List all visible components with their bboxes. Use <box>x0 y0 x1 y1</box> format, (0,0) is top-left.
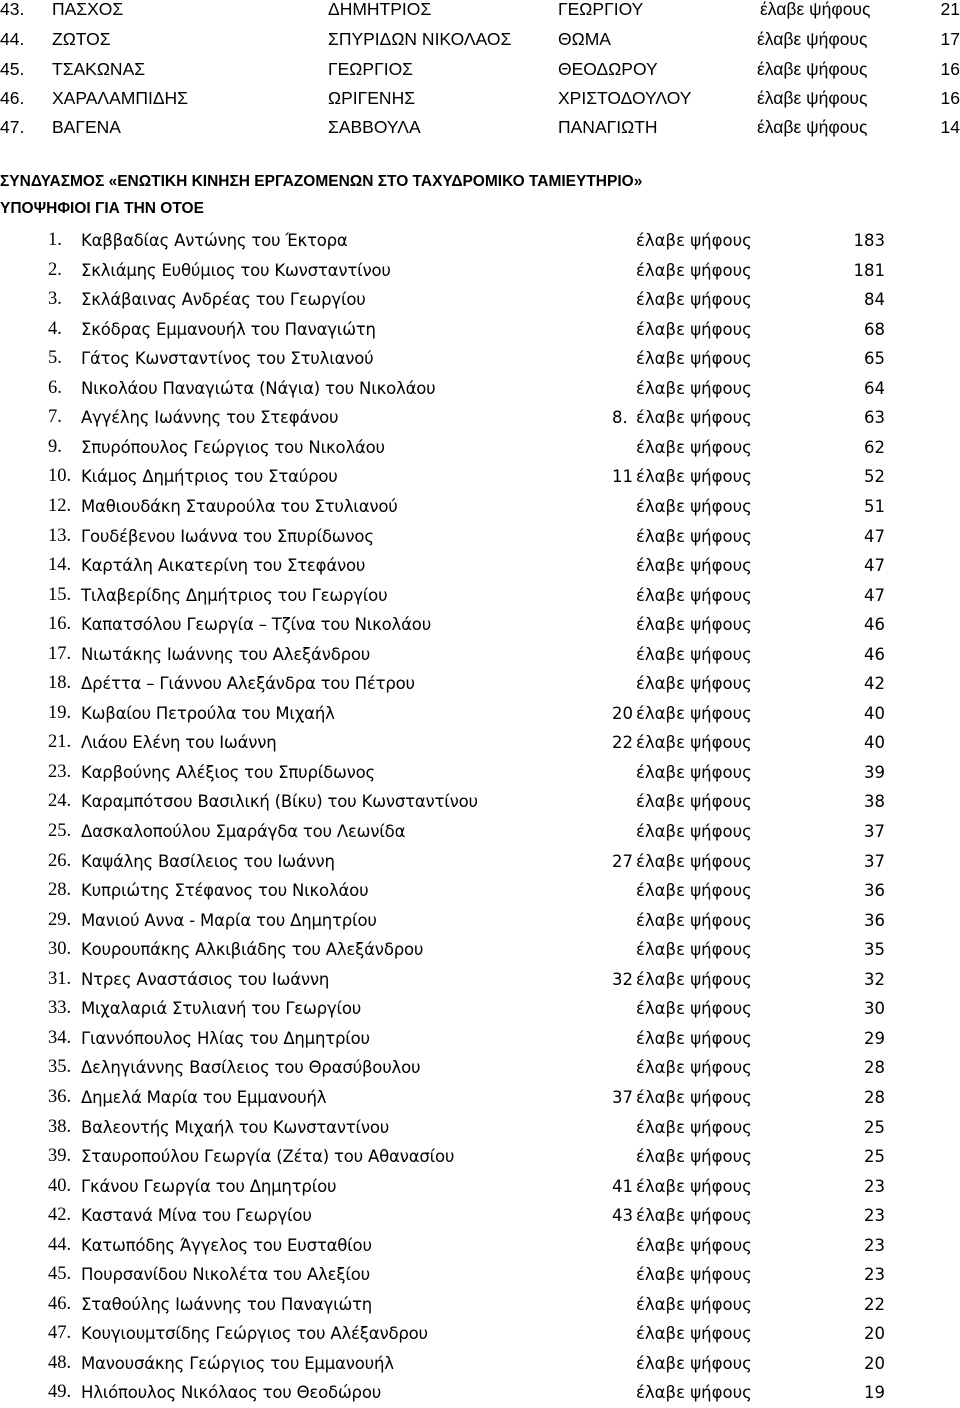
votes-label: έλαβε ψήφους <box>636 231 752 250</box>
candidate-row <box>0 315 960 344</box>
candidate-row <box>0 374 960 403</box>
votes-label: έλαβε ψήφους <box>760 0 871 19</box>
inline-number: 20 <box>612 703 633 723</box>
votes-count: 62 <box>864 437 885 457</box>
candidate-name: Μανουσάκης Γεώργιος του Εμμανουήλ <box>81 1353 394 1373</box>
votes-count: 65 <box>864 349 885 369</box>
first-name: ΩΡΙΓΕΝΗΣ <box>328 88 416 108</box>
inline-number: 11 <box>612 467 633 487</box>
candidate-name: Δασκαλοπούλου Σμαράγδα του Λεωνίδα <box>81 822 406 841</box>
votes-label: έλαβε ψήφους <box>636 1294 752 1314</box>
father-name: ΧΡΙΣΤΟΔΟΥΛΟΥ <box>558 88 692 108</box>
candidate-row <box>0 699 960 728</box>
row-number: 26. <box>48 850 72 871</box>
surname: ΧΑΡΑΛΑΜΠΙΔΗΣ <box>52 88 188 108</box>
candidate-row <box>0 1053 960 1082</box>
candidate-row <box>0 965 960 994</box>
votes-count: 52 <box>864 467 885 487</box>
candidate-name: Γάτος Κωνσταντίνος του Στυλιανού <box>81 349 374 369</box>
candidate-row <box>0 1113 960 1142</box>
previous-list-row <box>0 85 960 111</box>
candidate-name: Καββαδίας Αντώνης του Έκτορα <box>81 231 348 250</box>
votes-label: έλαβε ψήφους <box>636 378 752 398</box>
votes-label: έλαβε ψήφους <box>636 1087 752 1107</box>
votes-count: 20 <box>864 1324 885 1344</box>
votes-count: 38 <box>864 792 885 812</box>
votes-count: 30 <box>864 999 885 1019</box>
candidate-name: Καρβούνης Αλέξιος του Σπυρίδωνος <box>81 762 376 782</box>
row-number: 19. <box>48 702 72 723</box>
votes-count: 46 <box>864 644 885 664</box>
row-number: 48. <box>48 1352 72 1373</box>
votes-label: έλαβε ψήφους <box>636 1147 752 1167</box>
votes-count: 47 <box>864 526 885 546</box>
votes-label: έλαβε ψήφους <box>636 467 752 487</box>
votes-count: 36 <box>864 910 885 930</box>
row-number: 13. <box>48 525 72 546</box>
row-number: 30. <box>48 939 72 960</box>
votes-count: 23 <box>864 1206 885 1226</box>
row-number: 46. <box>48 1293 72 1314</box>
candidate-name: Καρτάλη Αικατερίνη του Στεφάνου <box>81 556 366 576</box>
row-number: 44. <box>0 29 25 49</box>
candidate-name: Πουρσανίδου Νικολέτα του Αλεξίου <box>81 1265 370 1285</box>
votes-count: 23 <box>864 1176 885 1196</box>
candidate-name: Γουδέβενου Ιωάννα του Σπυρίδωνος <box>81 526 374 546</box>
row-number: 17. <box>48 643 72 664</box>
inline-number: 43 <box>612 1206 633 1226</box>
row-number: 4. <box>48 318 62 339</box>
candidate-name: Κιάμος Δημήτριος του Σταύρου <box>81 467 338 487</box>
candidate-name: Μιχαλαριά Στυλιανή του Γεωργίου <box>81 999 362 1019</box>
row-number: 40. <box>48 1175 72 1196</box>
votes-label: έλαβε ψήφους <box>636 290 752 310</box>
candidate-row <box>0 226 960 255</box>
surname: ΠΑΣΧΟΣ <box>52 0 124 19</box>
row-number: 21. <box>48 732 72 753</box>
row-number: 49. <box>48 1382 72 1403</box>
row-number: 16. <box>48 614 72 635</box>
candidate-name: Κατωπόδης Άγγελος του Ευσταθίου <box>81 1235 372 1255</box>
first-name: ΔΗΜΗΤΡΙΟΣ <box>328 0 432 19</box>
row-number: 33. <box>48 998 72 1019</box>
father-name: ΘΩΜΑ <box>558 29 611 49</box>
votes-count: 51 <box>864 496 885 516</box>
father-name: ΠΑΝΑΓΙΩΤΗ <box>558 117 658 137</box>
surname: ΒΑΓΕΝΑ <box>52 117 121 137</box>
candidate-name: Κουγιουμτσίδης Γεώργιος του Αλέξανδρου <box>81 1324 428 1344</box>
votes-count: 35 <box>864 940 885 960</box>
votes-count: 36 <box>864 881 885 901</box>
candidate-row <box>0 1319 960 1348</box>
candidate-name: Καστανά Μίνα του Γεωργίου <box>81 1206 312 1226</box>
candidate-row <box>0 492 960 521</box>
votes-label: έλαβε ψήφους <box>636 1324 752 1344</box>
row-number: 12. <box>48 495 72 516</box>
row-number: 34. <box>48 1027 72 1048</box>
votes-label: έλαβε ψήφους <box>636 1353 752 1373</box>
votes-label: έλαβε ψήφους <box>636 1265 752 1285</box>
votes-label: έλαβε ψήφους <box>636 762 752 782</box>
row-number: 14. <box>48 555 72 576</box>
candidate-row <box>0 462 960 491</box>
votes-count: 37 <box>864 851 885 871</box>
first-name: ΣΑΒΒΟΥΛΑ <box>328 117 421 137</box>
row-number: 18. <box>48 673 72 694</box>
row-number: 24. <box>48 791 72 812</box>
row-number: 47. <box>48 1323 72 1344</box>
candidate-name: Νικολάου Παναγιώτα (Νάγια) του Νικολάου <box>81 378 436 398</box>
row-number: 7. <box>48 407 62 428</box>
inline-number: 32 <box>612 969 633 989</box>
votes-label: έλαβε ψήφους <box>636 585 752 605</box>
row-number: 10. <box>48 466 72 487</box>
row-number: 47. <box>0 117 25 137</box>
candidate-name: Βαλεοντής Μιχαήλ του Κωνσταντίνου <box>81 1117 390 1137</box>
father-name: ΘΕΟΔΩΡΟΥ <box>558 59 658 79</box>
votes-count: 21 <box>940 0 960 19</box>
candidate-row <box>0 285 960 314</box>
section-title: ΣΥΝΔΥΑΣΜΟΣ «ΕΝΩΤΙΚΗ ΚΙΝΗΣΗ ΕΡΓΑΖΟΜΕΝΩΝ ΣΤΟ ΤΑΧΥΔΡΟΜΙΚΟ ΤΑΜΙΕΥΤΗΡΙΟ» <box>0 173 643 190</box>
row-number: 6. <box>48 377 62 398</box>
candidate-name: Αγγέλης Ιωάννης του Στεφάνου <box>81 408 339 428</box>
candidate-row <box>0 1349 960 1378</box>
candidate-name: Καραμπότσου Βασιλική (Βίκυ) του Κωνσταντίνου <box>81 792 478 812</box>
candidate-row <box>0 581 960 610</box>
row-number: 31. <box>48 968 72 989</box>
row-number: 28. <box>48 880 72 901</box>
candidate-row <box>0 522 960 551</box>
candidate-row <box>0 403 960 432</box>
votes-count: 84 <box>864 290 885 310</box>
votes-label: έλαβε ψήφους <box>636 851 752 871</box>
votes-label: έλαβε ψήφους <box>636 1235 752 1255</box>
votes-label: έλαβε ψήφους <box>636 349 752 369</box>
votes-count: 17 <box>940 29 960 49</box>
candidate-row <box>0 1290 960 1319</box>
votes-count: 68 <box>864 319 885 339</box>
row-number: 45. <box>0 59 25 79</box>
row-number: 5. <box>48 348 62 369</box>
row-number: 39. <box>48 1146 72 1167</box>
votes-label: έλαβε ψήφους <box>636 1028 752 1048</box>
votes-label: έλαβε ψήφους <box>636 1176 752 1196</box>
candidate-row <box>0 935 960 964</box>
votes-count: 32 <box>864 969 885 989</box>
votes-label: έλαβε ψήφους <box>636 822 752 841</box>
first-name: ΣΠΥΡΙΔΩΝ ΝΙΚΟΛΑΟΣ <box>328 29 512 49</box>
candidate-name: Γιαννόπουλος Ηλίας του Δημητρίου <box>81 1028 370 1048</box>
votes-count: 20 <box>864 1353 885 1373</box>
row-number: 42. <box>48 1205 72 1226</box>
votes-count: 64 <box>864 378 885 398</box>
candidate-row <box>0 1083 960 1112</box>
candidate-name: Σκλιάμης Ευθύμιος του Κωνσταντίνου <box>81 260 391 280</box>
votes-count: 40 <box>864 733 885 753</box>
votes-count: 16 <box>940 88 960 108</box>
candidate-row <box>0 344 960 373</box>
votes-count: 181 <box>853 260 885 280</box>
row-number: 2. <box>48 259 62 280</box>
surname: ΤΣΑΚΩΝΑΣ <box>52 59 146 79</box>
votes-label: έλαβε ψήφους <box>757 117 868 137</box>
votes-label: έλαβε ψήφους <box>636 703 752 723</box>
row-number: 43. <box>0 0 25 19</box>
votes-count: 46 <box>864 615 885 635</box>
candidate-row <box>0 994 960 1023</box>
votes-label: έλαβε ψήφους <box>636 733 752 753</box>
votes-label: έλαβε ψήφους <box>636 792 752 812</box>
candidate-row <box>0 433 960 462</box>
candidate-name: Λιάου Ελένη του Ιωάννη <box>81 733 277 753</box>
inline-number: 8. <box>612 408 628 428</box>
votes-count: 28 <box>864 1087 885 1107</box>
votes-label: έλαβε ψήφους <box>636 1058 752 1078</box>
row-number: 29. <box>48 909 72 930</box>
inline-number: 22 <box>612 733 633 753</box>
votes-count: 22 <box>864 1294 885 1314</box>
votes-label: έλαβε ψήφους <box>636 260 752 280</box>
votes-label: έλαβε ψήφους <box>636 969 752 989</box>
candidate-row <box>0 256 960 285</box>
row-number: 36. <box>48 1086 72 1107</box>
candidate-name: Καψάλης Βασίλειος του Ιωάννη <box>81 851 335 871</box>
votes-count: 28 <box>864 1058 885 1078</box>
previous-list-row <box>0 114 960 140</box>
votes-count: 16 <box>940 59 960 79</box>
row-number: 46. <box>0 88 25 108</box>
candidate-row <box>0 728 960 757</box>
votes-label: έλαβε ψήφους <box>757 29 868 49</box>
candidate-row <box>0 876 960 905</box>
row-number: 44. <box>48 1234 72 1255</box>
candidate-row <box>0 1142 960 1171</box>
votes-label: έλαβε ψήφους <box>636 999 752 1019</box>
surname: ΖΩΤΟΣ <box>52 29 111 49</box>
candidate-row <box>0 1172 960 1201</box>
row-number: 15. <box>48 584 72 605</box>
previous-list-row <box>0 0 960 22</box>
previous-list-row <box>0 56 960 82</box>
votes-label: έλαβε ψήφους <box>636 556 752 576</box>
votes-count: 47 <box>864 585 885 605</box>
candidate-name: Σταθούλης Ιωάννης του Παναγιώτη <box>81 1294 373 1314</box>
candidate-row <box>0 787 960 816</box>
candidate-row <box>0 1260 960 1289</box>
votes-count: 19 <box>864 1383 885 1403</box>
votes-label: έλαβε ψήφους <box>636 526 752 546</box>
votes-label: έλαβε ψήφους <box>636 615 752 635</box>
votes-count: 39 <box>864 762 885 782</box>
votes-count: 63 <box>864 408 885 428</box>
row-number: 35. <box>48 1057 72 1078</box>
row-number: 23. <box>48 761 72 782</box>
candidate-name: Μαθιουδάκη Σταυρούλα του Στυλιανού <box>81 496 398 516</box>
candidate-row <box>0 610 960 639</box>
candidate-row <box>0 1024 960 1053</box>
row-number: 45. <box>48 1264 72 1285</box>
votes-label: έλαβε ψήφους <box>636 940 752 960</box>
inline-number: 37 <box>612 1087 633 1107</box>
candidate-name: Δημελά Μαρία του Εμμανουήλ <box>81 1087 327 1107</box>
votes-count: 29 <box>864 1028 885 1048</box>
candidate-name: Κουρουπάκης Αλκιβιάδης του Αλεξάνδρου <box>81 940 424 960</box>
votes-count: 23 <box>864 1235 885 1255</box>
candidate-name: Γκάνου Γεωργία του Δημητρίου <box>81 1176 337 1196</box>
row-number: 25. <box>48 821 72 841</box>
votes-label: έλαβε ψήφους <box>636 408 752 428</box>
candidate-name: Νιωτάκης Ιωάννης του Αλεξάνδρου <box>81 644 371 664</box>
candidate-name: Δρέττα – Γιάννου Αλεξάνδρα του Πέτρου <box>81 674 415 694</box>
votes-label: έλαβε ψήφους <box>636 674 752 694</box>
votes-count: 37 <box>864 822 885 841</box>
candidate-name: Ντρες Αναστάσιος του Ιωάννη <box>81 969 330 989</box>
previous-list-row <box>0 26 960 52</box>
votes-label: έλαβε ψήφους <box>636 437 752 457</box>
row-number: 38. <box>48 1116 72 1137</box>
father-name: ΓΕΩΡΓΙΟΥ <box>558 0 644 19</box>
votes-label: έλαβε ψήφους <box>636 496 752 516</box>
votes-count: 14 <box>940 117 960 137</box>
candidate-row <box>0 817 960 846</box>
candidate-row <box>0 906 960 935</box>
votes-label: έλαβε ψήφους <box>636 644 752 664</box>
votes-count: 40 <box>864 703 885 723</box>
candidate-name: Σκλάβαινας Ανδρέας του Γεωργίου <box>81 290 366 310</box>
votes-label: έλαβε ψήφους <box>636 1117 752 1137</box>
candidate-name: Κυπριώτης Στέφανος του Νικολάου <box>81 881 369 901</box>
votes-label: έλαβε ψήφους <box>636 1206 752 1226</box>
row-number: 9. <box>48 436 62 457</box>
inline-number: 41 <box>612 1176 633 1196</box>
candidate-name: Ηλιόπουλος Νικόλαος του Θεοδώρου <box>81 1383 382 1403</box>
inline-number: 27 <box>612 851 633 871</box>
candidate-name: Σπυρόπουλος Γεώργιος του Νικολάου <box>81 437 385 457</box>
candidate-name: Δεληγιάννης Βασίλειος του Θρασύβουλου <box>81 1058 421 1078</box>
row-number: 3. <box>48 289 62 310</box>
candidate-name: Καπατσόλου Γεωργία – Τζίνα του Νικολάου <box>81 615 432 635</box>
candidate-row <box>0 669 960 698</box>
section-subtitle: ΥΠΟΨΗΦΙΟΙ ΓΙΑ ΤΗΝ ΟΤΟΕ <box>0 200 204 217</box>
votes-label: έλαβε ψήφους <box>757 88 868 108</box>
votes-count: 47 <box>864 556 885 576</box>
candidate-name: Μανιού Αννα - Μαρία του Δημητρίου <box>81 910 377 930</box>
votes-label: έλαβε ψήφους <box>636 910 752 930</box>
votes-label: έλαβε ψήφους <box>636 319 752 339</box>
candidate-row <box>0 551 960 580</box>
candidate-name: Κωβαίου Πετρούλα του Μιχαήλ <box>81 703 335 723</box>
votes-count: 23 <box>864 1265 885 1285</box>
candidate-name: Τιλαβερίδης Δημήτριος του Γεωργίου <box>81 585 388 605</box>
candidate-name: Σταυροπούλου Γεωργία (Ζέτα) του Αθανασίου <box>81 1147 455 1167</box>
votes-label: έλαβε ψήφους <box>757 59 868 79</box>
votes-count: 25 <box>864 1117 885 1137</box>
candidate-row <box>0 1231 960 1260</box>
candidate-name: Σκόδρας Εμμανουήλ του Παναγιώτη <box>81 319 376 339</box>
votes-count: 25 <box>864 1147 885 1167</box>
candidate-row <box>0 640 960 669</box>
row-number: 1. <box>48 230 62 250</box>
candidate-row <box>0 1378 960 1407</box>
first-name: ΓΕΩΡΓΙΟΣ <box>328 59 413 79</box>
votes-count: 183 <box>853 231 885 250</box>
candidate-row <box>0 847 960 876</box>
votes-label: έλαβε ψήφους <box>636 881 752 901</box>
votes-label: έλαβε ψήφους <box>636 1383 752 1403</box>
candidate-row <box>0 758 960 787</box>
candidate-row <box>0 1201 960 1230</box>
votes-count: 42 <box>864 674 885 694</box>
